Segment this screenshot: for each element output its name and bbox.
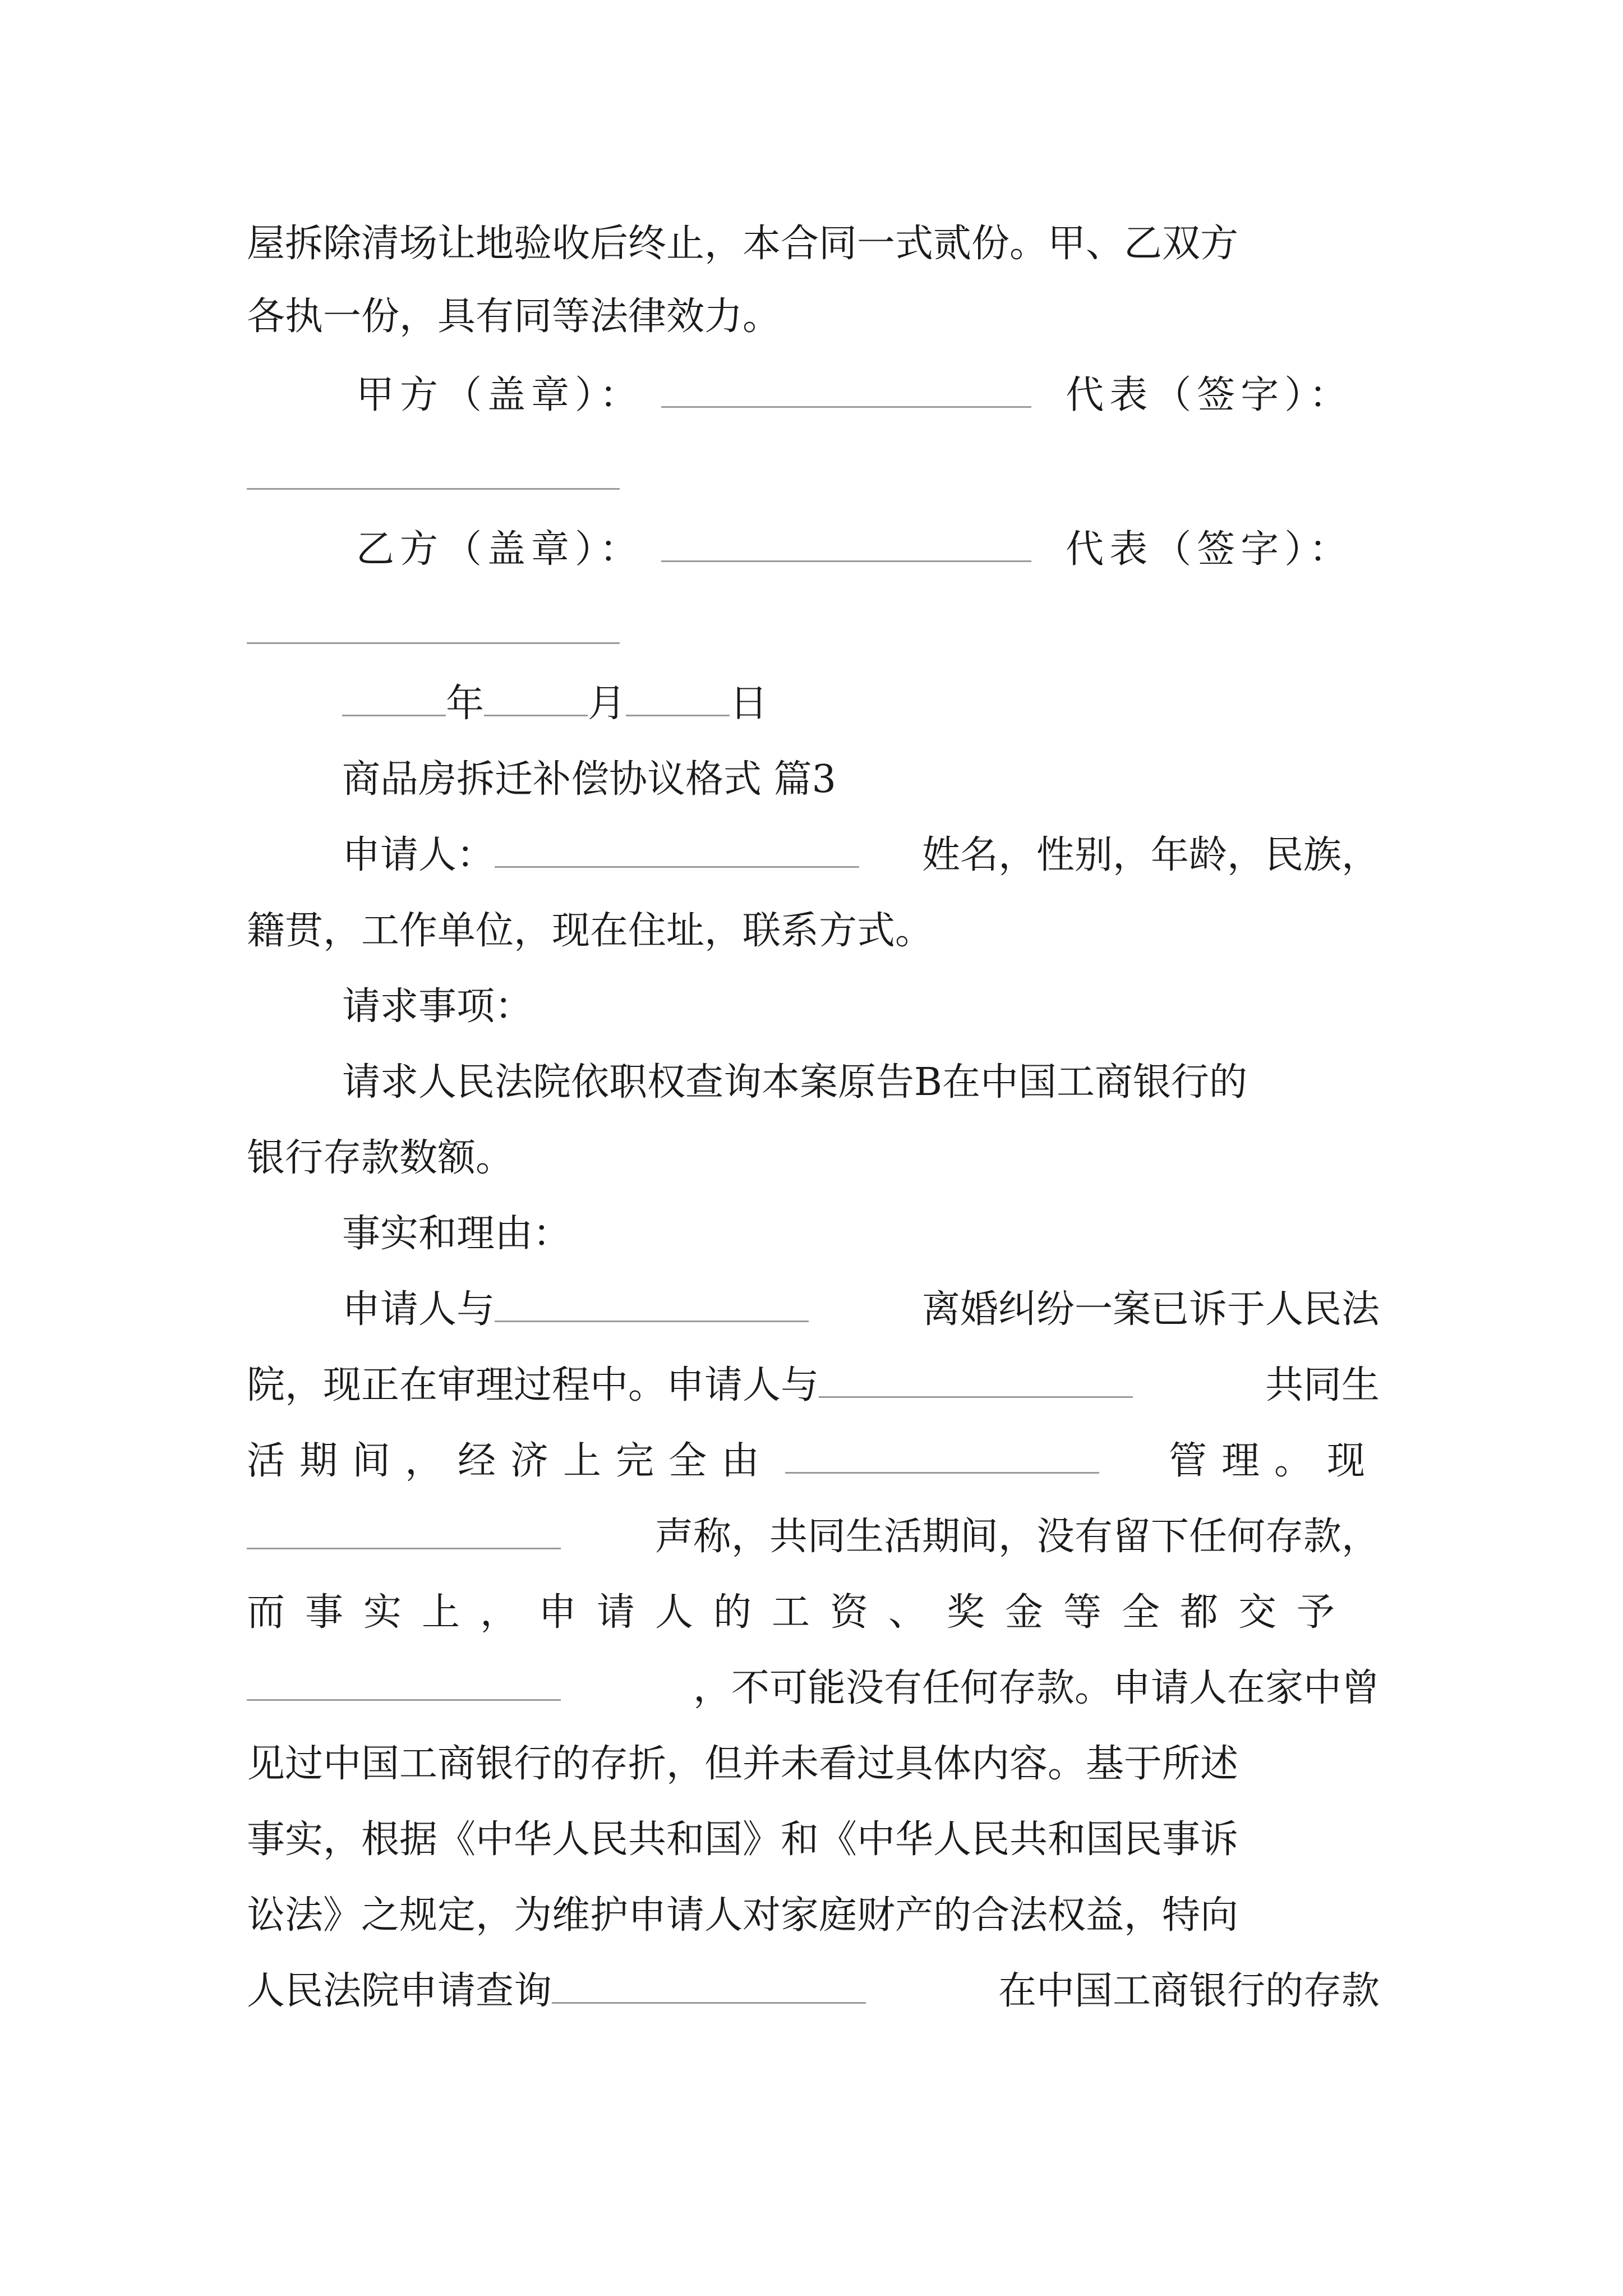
party-blank[interactable]	[247, 1669, 561, 1701]
body-line: 银行存款数额。	[247, 1136, 514, 1180]
date-line	[342, 676, 1380, 732]
party-blank[interactable]	[495, 1291, 809, 1322]
year-label: 年	[446, 682, 485, 726]
body-line: 屋拆除清场让地验收后终止，本合同一式贰份。甲、乙双方	[247, 222, 1239, 266]
facts-title: 事实和理由：	[342, 1212, 571, 1256]
body-line: 讼法》之规定，为维护申请人对家庭财产的合法权益，特向	[247, 1893, 1239, 1938]
body-line	[247, 1963, 1380, 2019]
body-line	[342, 1282, 1380, 1338]
body-text: 共同生	[1265, 1363, 1380, 1407]
body-line: 事实，根据《中华人民共和国》和《中华人民共和国民事诉	[247, 1818, 1239, 1862]
party-b-seal-label: 乙方（盖章）：	[356, 527, 644, 572]
body-line: 而事实上，申请人的工资、奖金等全都交予	[247, 1590, 1355, 1635]
party-blank[interactable]	[247, 1518, 561, 1549]
signature-line-party-a	[356, 367, 1380, 424]
body-text: 声称，共同生活期间，没有留下任何存款，	[654, 1515, 1380, 1559]
applicant-blank[interactable]	[495, 836, 859, 868]
body-text: 离婚纠纷一案已诉于人民法	[921, 1287, 1380, 1332]
party-blank[interactable]	[552, 1972, 866, 2004]
body-text: 管理。现	[1168, 1439, 1380, 1483]
party-b-rep-blank[interactable]	[247, 642, 620, 644]
month-label: 月	[588, 682, 626, 726]
body-text: 申请人与	[342, 1287, 495, 1332]
body-text: 活期间，经济上完全由	[247, 1439, 774, 1483]
applicant-fields: 姓名，性别，年龄，民族，	[921, 833, 1380, 877]
body-line	[247, 1358, 1380, 1414]
request-title: 请求事项：	[342, 984, 533, 1029]
body-text: 在中国工商银行的存款	[998, 1969, 1380, 2013]
body-text: 人民法院申请查询	[247, 1969, 552, 2013]
body-line	[247, 1433, 1380, 1489]
signature-line-party-b	[356, 522, 1380, 578]
party-a-seal-label: 甲方（盖章）：	[356, 373, 644, 417]
body-line: 请求人民法院依职权查询本案原告B在中国工商银行的	[342, 1060, 1247, 1105]
party-a-rep-blank[interactable]	[247, 488, 620, 490]
party-blank[interactable]	[819, 1366, 1133, 1398]
day-label: 日	[730, 682, 768, 726]
body-line: 籍贯，工作单位，现在住址，联系方式。	[247, 909, 934, 953]
party-a-rep-label: 代表（签字）：	[1066, 373, 1353, 417]
applicant-line	[342, 827, 1380, 884]
body-text: ，不可能没有任何存款。申请人在家中曾	[693, 1666, 1380, 1710]
body-line: 各执一份，具有同等法律效力。	[247, 295, 781, 339]
party-b-seal-blank[interactable]	[661, 531, 1031, 562]
body-line: 见过中国工商银行的存折，但并未看过具体内容。基于所述	[247, 1742, 1239, 1786]
party-a-seal-blank[interactable]	[661, 376, 1031, 408]
applicant-label: 申请人：	[342, 833, 495, 877]
day-blank[interactable]	[626, 685, 730, 716]
body-line	[247, 1660, 1380, 1717]
party-blank[interactable]	[785, 1442, 1099, 1474]
month-blank[interactable]	[484, 685, 588, 716]
party-b-rep-label: 代表（签字）：	[1066, 527, 1353, 572]
body-line	[247, 1509, 1380, 1565]
body-text: 院，现正在审理过程中。申请人与	[247, 1363, 819, 1407]
year-blank[interactable]	[342, 685, 446, 716]
section-heading: 商品房拆迁补偿协议格式 篇3	[342, 757, 836, 802]
